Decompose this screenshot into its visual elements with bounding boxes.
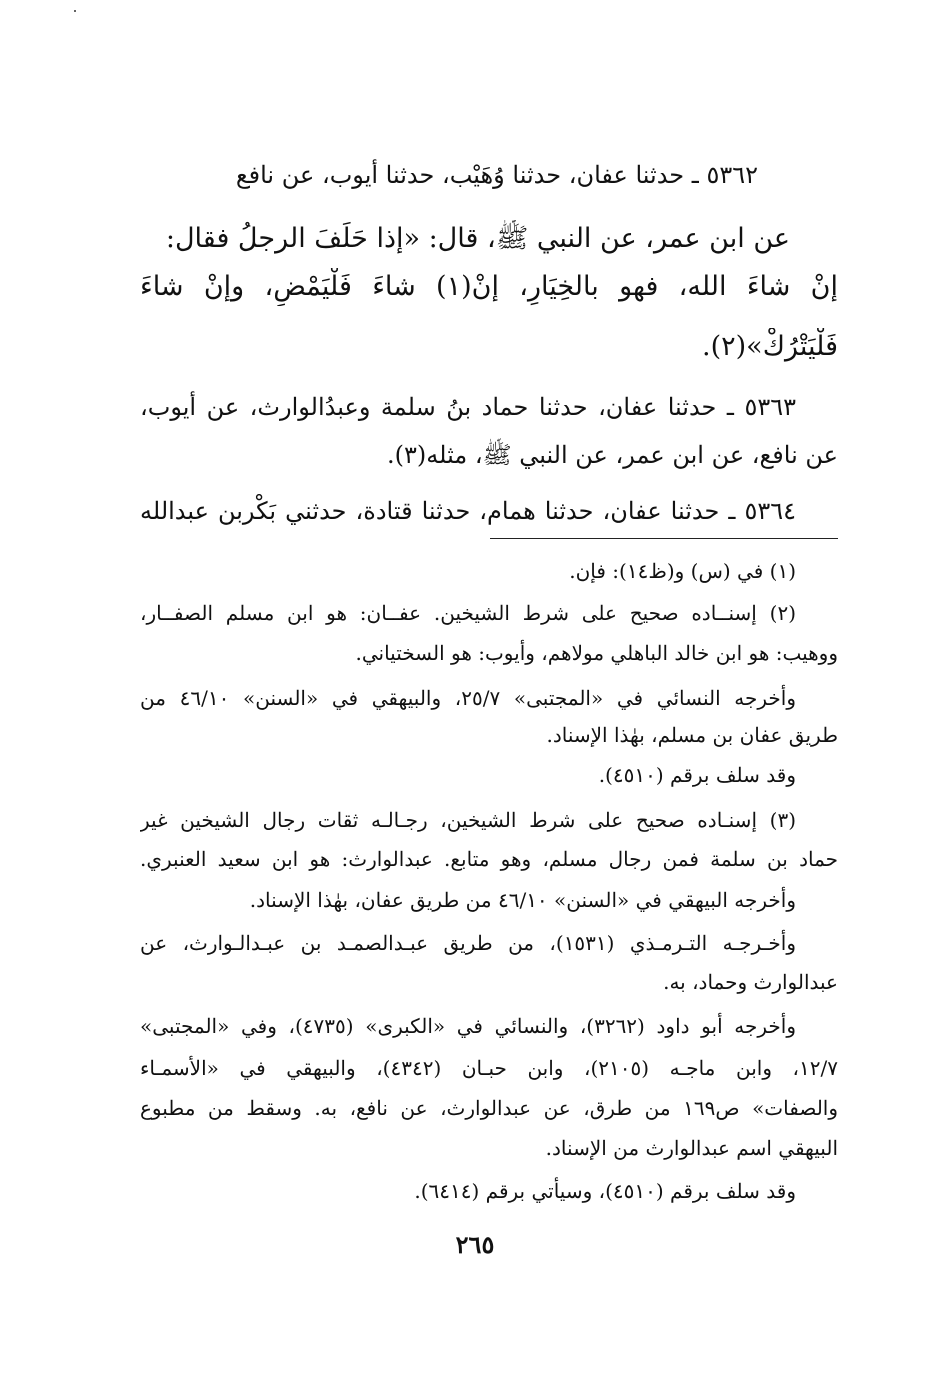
hadith-5363-line-1: ٥٣٦٣ ـ حدثنا عفان، حدثنا حماد بنُ سلمة وعبدُالوارث، عن أيوب، [140,393,796,421]
footnote-3-line-4: وأخـرجـه التـرمـذي (١٥٣١)، من طريق عبـدالصمـد بن عبـدالـوارث، عن [140,931,796,955]
hadith-5362-line-1: ٥٣٦٢ ـ حدثنا عفان، حدثنا وُهَيْب، حدثنا أيوب، عن نافع [235,161,758,189]
footnote-3-line-2: حماد بن سلمة فمن رجال مسلم، وهو متابع. عبدالوارث: هو ابن سعيد العنبري. [140,847,838,871]
footnote-3-line-3: وأخرجه البيهقي في «السنن» ٤٦/١٠ من طريق عفان، بهٰذا الإسناد. [249,888,796,912]
footnote-2-line-4: طريق عفان بن مسلم، بهٰذا الإسناد. [546,723,838,747]
hadith-5362-line-4: فَلْيَتْرُكْ»(٢). [702,331,838,362]
footnote-2-line-3: وأخرجه النسائي في «المجتبى» ٢٥/٧، والبيهقي في «السنن» ٤٦/١٠ من [140,686,796,710]
scan-speck [74,10,76,12]
hadith-5362-line-3: إنْ شاءَ الله، فهو بالخِيَارِ، إنْ(١) شاءَ فَلْيَمْضِ، وإنْ شاءَ [140,271,838,302]
hadith-5363-line-2: عن نافع، عن ابن عمر، عن النبي ﷺ، مثله(٣). [387,441,838,469]
page-number: ٢٦٥ [455,1230,495,1259]
footnote-3-line-8: والصفات» ص١٦٩ من طرق، عن عبدالوارث، عن نافع، به. وسقط من مطبوع [140,1096,838,1120]
footnote-3-line-7: ١٢/٧، وابن ماجـه (٢١٠٥)، وابن حبـان (٤٣٤٢)، والبيهقي في «الأسمـاء [140,1056,838,1080]
footnote-2-line-1: (٢) إسنــاده صحيح على شرط الشيخين. عفــان: هو ابن مسلم الصفــار، [140,601,796,625]
footnote-3-line-5: عبدالوارث وحماد، به. [663,970,838,994]
footnote-2-line-5: وقد سلف برقم (٤٥١٠). [598,763,796,787]
footnote-3-line-1: (٣) إسنـاده صحيح على شرط الشيخين، رجـالـه ثقات رجال الشيخين غير [140,808,796,832]
hadith-5364-line-1: ٥٣٦٤ ـ حدثنا عفان، حدثنا همام، حدثنا قتادة، حدثني بَكْربن عبدالله [140,497,796,525]
footnote-3-line-6: وأخرجه أبو داود (٣٢٦٢)، والنسائي في «الكبرى» (٤٧٣٥)، وفي «المجتبى» [140,1014,796,1038]
footnote-2-line-2: ووهيب: هو ابن خالد الباهلي مولاهم، وأيوب: هو السختياني. [355,641,838,665]
footnote-1: (١) في (س) و(ظ١٤): فإن. [569,559,796,583]
footnote-3-line-10: وقد سلف برقم (٤٥١٠)، وسيأتي برقم (٦٤١٤). [414,1179,796,1203]
main-text [140,0,838,1375]
hadith-5362-line-2: عن ابن عمر، عن النبي ﷺ، قال: «إذا حَلَفَ الرجلُ فقال: [165,223,790,254]
footnote-3-line-9: البيهقي اسم عبدالوارث من الإسناد. [545,1136,838,1160]
footnote-separator [490,538,838,539]
